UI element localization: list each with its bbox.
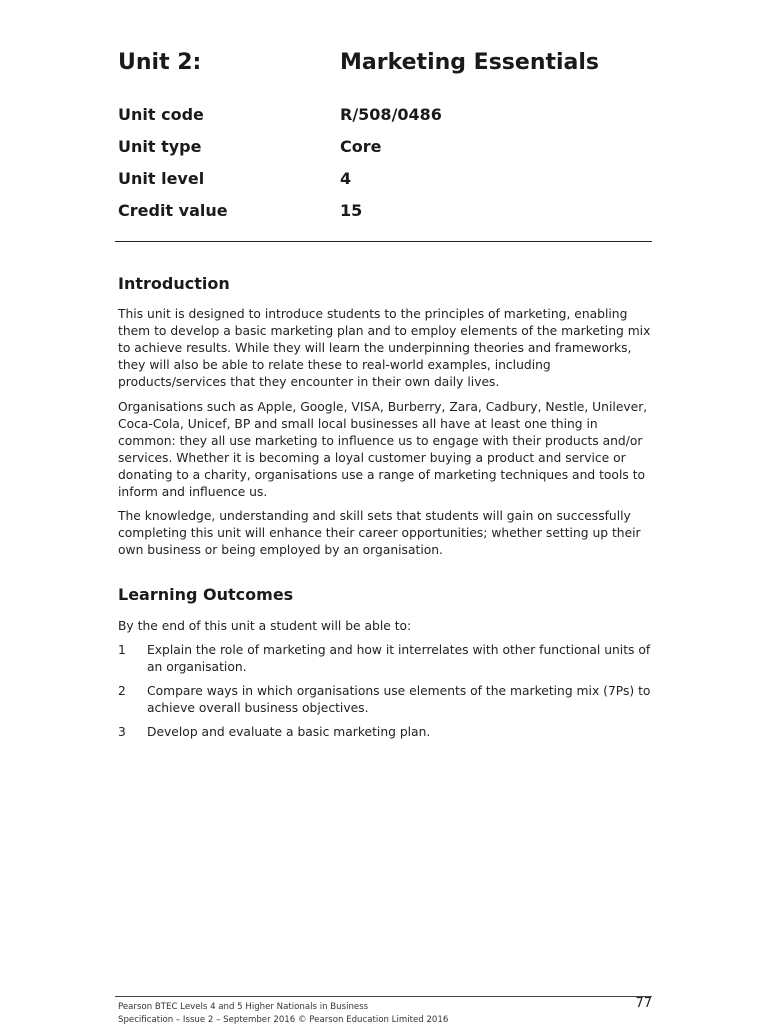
meta-value: 15	[340, 201, 363, 220]
meta-label: Unit level	[118, 169, 205, 188]
page-number: 77	[635, 996, 652, 1011]
outcome-text: Compare ways in which organisations use elements of the marketing mix (7Ps) to achieve overall business objectives.	[147, 684, 651, 715]
meta-value: R/508/0486	[340, 105, 442, 124]
meta-row-unit-level	[118, 169, 658, 191]
introduction-paragraph: This unit is designed to introduce students to the principles of marketing, enabling them to develop a basic marketing plan and to employ elements of the marketing mix to achieve results. While they will learn the underpinning theories and frameworks, they will also be able to relate these to real-world examples, including products/services that they encounter in their own daily lives.	[118, 307, 651, 389]
footer-publication-title: Pearson BTEC Levels 4 and 5 Higher Nationals in Business	[118, 1002, 369, 1012]
meta-value: 4	[340, 169, 352, 188]
outcome-text: Explain the role of marketing and how it interrelates with other functional units of an organisation.	[147, 643, 651, 674]
introduction-paragraph: Organisations such as Apple, Google, VISA, Burberry, Zara, Cadbury, Nestle, Unilever, Coca-Cola, Unicef, BP and small local businesses all have at least one thing in common: they all use marketing to influence us to engage with their products and/or services. Whether it is becoming a loyal customer buying a product and service or donating to a charity, organisations use a range of marketing techniques and tools to inform and influence us.	[118, 400, 648, 499]
section-divider	[115, 241, 652, 242]
outcome-number: 3	[118, 725, 126, 739]
meta-label: Unit code	[118, 105, 204, 124]
unit-number-label: Unit 2:	[118, 50, 202, 75]
outcome-number: 1	[118, 643, 126, 657]
footer-rule	[115, 996, 652, 997]
unit-title-row	[118, 50, 658, 82]
meta-value: Core	[340, 137, 382, 156]
meta-row-unit-code	[118, 105, 658, 127]
meta-row-unit-type	[118, 137, 658, 159]
learning-outcomes-intro: By the end of this unit a student will be able to:	[118, 619, 412, 633]
meta-label: Credit value	[118, 201, 228, 220]
outcome-text: Develop and evaluate a basic marketing plan.	[147, 725, 431, 739]
meta-row-credit-value	[118, 201, 658, 223]
meta-label: Unit type	[118, 137, 202, 156]
unit-title: Marketing Essentials	[340, 50, 600, 75]
introduction-paragraph: The knowledge, understanding and skill sets that students will gain on successfully completing this unit will enhance their career opportunities; whether setting up their own business or being employed by an organisation.	[118, 509, 641, 557]
footer-copyright: Specification – Issue 2 – September 2016 © Pearson Education Limited 2016	[118, 1015, 449, 1025]
learning-outcomes-heading: Learning Outcomes	[118, 585, 294, 604]
outcome-number: 2	[118, 684, 126, 698]
introduction-heading: Introduction	[118, 274, 230, 293]
